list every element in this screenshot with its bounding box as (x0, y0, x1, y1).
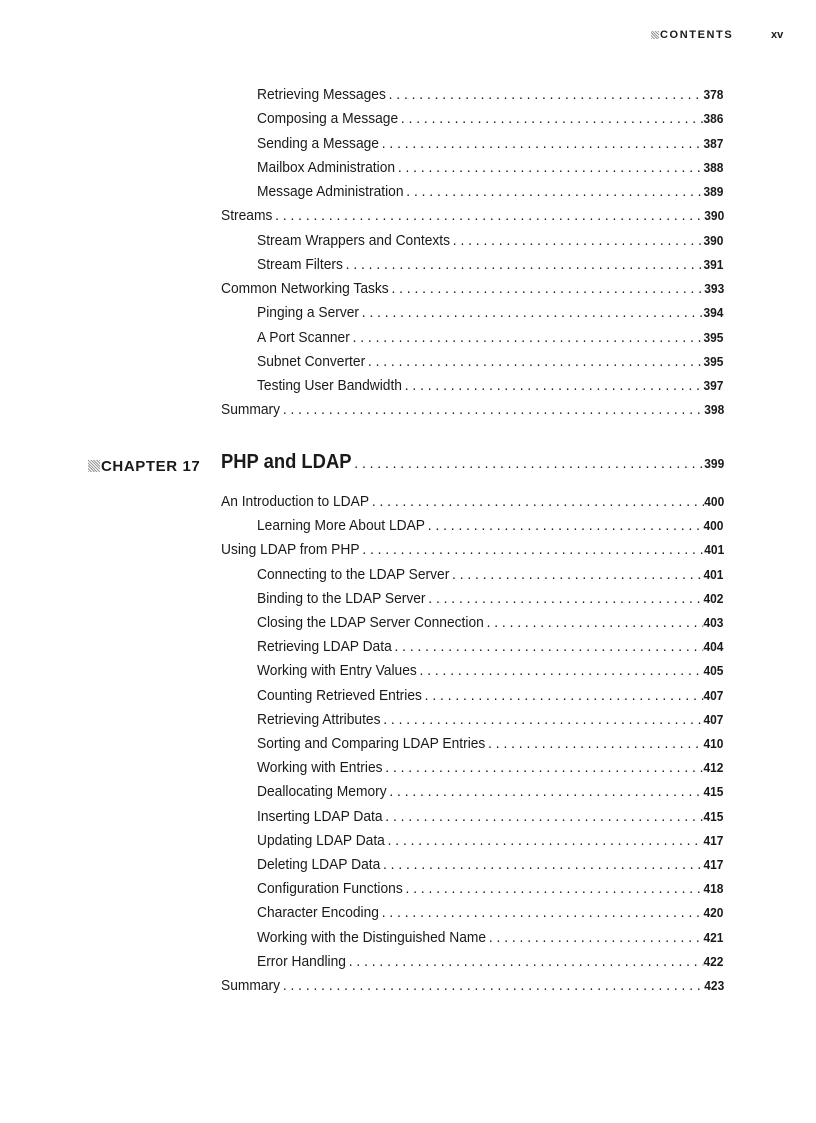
toc-entry-title: Character Encoding (257, 904, 379, 922)
toc-entry-title: Summary (221, 977, 281, 994)
dot-leader (402, 377, 703, 394)
toc-entry-page: 397 (703, 378, 724, 393)
toc-entry[interactable] (257, 662, 723, 684)
toc-entry-title: Common Networking Tasks (221, 280, 389, 297)
dot-leader (383, 759, 704, 776)
toc-entry[interactable] (257, 735, 723, 757)
toc-entry[interactable] (257, 135, 723, 157)
dot-leader (359, 304, 703, 321)
toc-entry-page: 407 (703, 687, 724, 703)
toc-entry[interactable] (257, 110, 723, 132)
toc-entry[interactable] (221, 493, 724, 515)
toc-entry-page: 378 (703, 87, 724, 102)
toc-entry[interactable] (257, 517, 723, 539)
toc-entry[interactable] (257, 783, 723, 805)
chapter-title-entry[interactable] (221, 451, 724, 479)
toc-entry[interactable] (257, 159, 723, 181)
toc-entry[interactable] (257, 329, 723, 351)
toc-entry[interactable] (221, 280, 724, 302)
dot-leader (386, 86, 704, 103)
toc-entry-page: 390 (703, 232, 724, 248)
toc-entry-title: Closing the LDAP Server Connection (257, 614, 484, 631)
toc-entry[interactable] (221, 401, 724, 423)
toc-entry-title: Testing User Bandwidth (257, 377, 402, 394)
toc-entry-title: Stream Filters (257, 255, 343, 273)
toc-entry-title: Deallocating Memory (257, 783, 387, 801)
toc-entry-title: An Introduction to LDAP (221, 493, 370, 510)
toc-entry-page: 400 (704, 494, 725, 509)
toc-entry-title: Working with Entries (257, 759, 383, 777)
toc-entry-title: Sorting and Comparing LDAP Entries (257, 735, 486, 752)
dot-leader (389, 280, 705, 297)
dot-leader (379, 135, 703, 152)
toc-entry-title: A Port Scanner (257, 328, 350, 346)
dot-leader (272, 207, 704, 224)
dot-leader (280, 977, 704, 994)
dot-leader (403, 880, 704, 897)
toc-entry-page: 417 (703, 857, 724, 872)
toc-entry-page: 402 (703, 590, 724, 606)
toc-entry[interactable] (257, 929, 723, 951)
toc-entry-page: 394 (703, 305, 724, 321)
toc-entry-page: 422 (703, 953, 724, 969)
toc-entry[interactable] (257, 256, 723, 278)
dot-leader (369, 493, 704, 510)
toc-entry-page: 404 (703, 639, 724, 655)
chapter-number: CHAPTER 17 (101, 457, 201, 475)
toc-entry-title: Working with the Distinguished Name (257, 928, 487, 946)
toc-entry-title: Deleting LDAP Data (257, 856, 381, 873)
toc-entry-page: 395 (703, 353, 724, 369)
toc-entry-page: 391 (703, 256, 724, 272)
toc-entry-page: 421 (703, 929, 724, 945)
toc-entry[interactable] (257, 953, 723, 975)
toc-entry-title: Sending a Message (257, 134, 379, 152)
toc-entry[interactable] (257, 638, 723, 660)
toc-entry-page: 415 (703, 784, 724, 800)
toc-entry[interactable] (257, 832, 723, 854)
toc-entry[interactable] (257, 590, 723, 612)
toc-entry-page: 415 (703, 808, 724, 824)
dot-leader (346, 953, 703, 970)
dot-leader (352, 455, 705, 472)
toc-entry[interactable] (257, 614, 723, 636)
toc-entry-page: 418 (703, 881, 724, 897)
toc-entry-page: 389 (703, 184, 724, 199)
toc-entry-title: Message Administration (257, 183, 404, 200)
dot-leader (365, 353, 703, 370)
toc-entry-title: Retrieving LDAP Data (257, 638, 392, 656)
dot-leader (383, 808, 704, 825)
toc-entry-title: Streams (221, 207, 273, 225)
dot-leader (449, 566, 703, 583)
toc-entry[interactable] (257, 304, 723, 326)
dot-leader (392, 638, 704, 655)
toc-entry-title: Using LDAP from PHP (221, 541, 360, 559)
toc-entry-title: Subnet Converter (257, 352, 366, 370)
dot-leader (280, 401, 704, 418)
toc-entry-page: 412 (703, 760, 724, 776)
toc-entry[interactable] (257, 183, 723, 205)
toc-entry-page: 417 (703, 832, 724, 848)
toc-entry[interactable] (257, 566, 723, 588)
dot-leader (395, 159, 703, 176)
toc-entry-title: Mailbox Administration (257, 158, 396, 176)
dot-leader (360, 541, 705, 558)
toc-entry[interactable] (221, 207, 724, 229)
toc-entry-title: Summary (221, 401, 281, 419)
toc-entry[interactable] (257, 880, 723, 902)
toc-entry-page: 400 (703, 518, 724, 534)
dot-leader (350, 329, 704, 346)
toc-entry-page: 388 (703, 159, 724, 175)
toc-entry-page: 387 (703, 135, 724, 151)
toc-entry-title: Inserting LDAP Data (257, 807, 383, 825)
section-label: CONTENTS (660, 29, 734, 41)
toc-entry-page: 395 (703, 329, 724, 345)
toc-entry[interactable] (257, 86, 723, 108)
dot-leader (425, 517, 703, 534)
toc-entry-title: Learning More About LDAP (257, 517, 426, 535)
toc-entry-title: Counting Retrieved Entries (257, 686, 422, 704)
toc-entry[interactable] (257, 856, 723, 878)
toc-entry[interactable] (257, 353, 723, 375)
dot-leader (385, 832, 704, 849)
dot-leader (379, 904, 704, 921)
toc-entry[interactable] (257, 377, 723, 399)
toc-entry-page: 401 (703, 566, 724, 582)
toc-entry-title: Stream Wrappers and Contexts (257, 231, 451, 249)
toc-entry[interactable] (221, 541, 724, 563)
dot-leader (485, 735, 703, 752)
toc-entry-title: Retrieving Messages (257, 86, 386, 103)
chapter-title: PHP and LDAP (221, 451, 352, 473)
chapter-label (88, 455, 200, 477)
toc-entry-title: Binding to the LDAP Server (257, 589, 426, 607)
toc-entry-title: Pinging a Server (257, 304, 360, 322)
toc-entry[interactable] (257, 808, 723, 830)
toc-entry[interactable] (257, 232, 723, 254)
dot-leader (387, 783, 704, 800)
toc-entry-page: 405 (703, 663, 724, 679)
toc-entry-page: 420 (703, 905, 724, 921)
dot-leader (404, 183, 704, 200)
toc-entry-title: Working with Entry Values (257, 662, 417, 680)
toc-entry-page: 386 (703, 111, 724, 127)
toc-entry-page: 398 (704, 402, 725, 418)
toc-entry-title: Configuration Functions (257, 880, 403, 898)
toc-entry[interactable] (221, 977, 724, 999)
page-number: xv (771, 29, 784, 41)
section-marker-icon (651, 31, 659, 39)
toc-entry-title: Retrieving Attributes (257, 710, 381, 728)
toc-entry-title: Connecting to the LDAP Server (257, 565, 450, 583)
toc-entry-page: 390 (704, 208, 725, 224)
toc-entry-title: Error Handling (257, 952, 346, 970)
chapter-marker-icon (88, 460, 100, 472)
toc-entry[interactable] (257, 711, 723, 733)
toc-entry-title: Composing a Message (257, 110, 399, 128)
toc-entry-page: 407 (703, 711, 724, 727)
dot-leader (343, 256, 704, 273)
dot-leader (486, 929, 703, 946)
toc-entry-page: 401 (704, 542, 725, 558)
toc-entry-page: 410 (703, 736, 724, 751)
toc-entry-page: 403 (703, 615, 724, 630)
dot-leader (380, 856, 703, 873)
toc-entry-page: 393 (704, 281, 725, 296)
toc-entry[interactable] (257, 904, 723, 926)
toc-entry[interactable] (257, 687, 723, 709)
chapter-page-number: 399 (704, 456, 725, 471)
dot-leader (426, 590, 704, 607)
running-header (0, 28, 816, 44)
toc-entry-page: 423 (704, 978, 725, 993)
dot-leader (417, 662, 704, 679)
toc-entry-title: Updating LDAP Data (257, 831, 385, 849)
dot-leader (450, 232, 703, 249)
dot-leader (484, 614, 704, 631)
dot-leader (380, 711, 703, 728)
toc-entry[interactable] (257, 759, 723, 781)
dot-leader (398, 110, 703, 127)
dot-leader (422, 687, 704, 704)
